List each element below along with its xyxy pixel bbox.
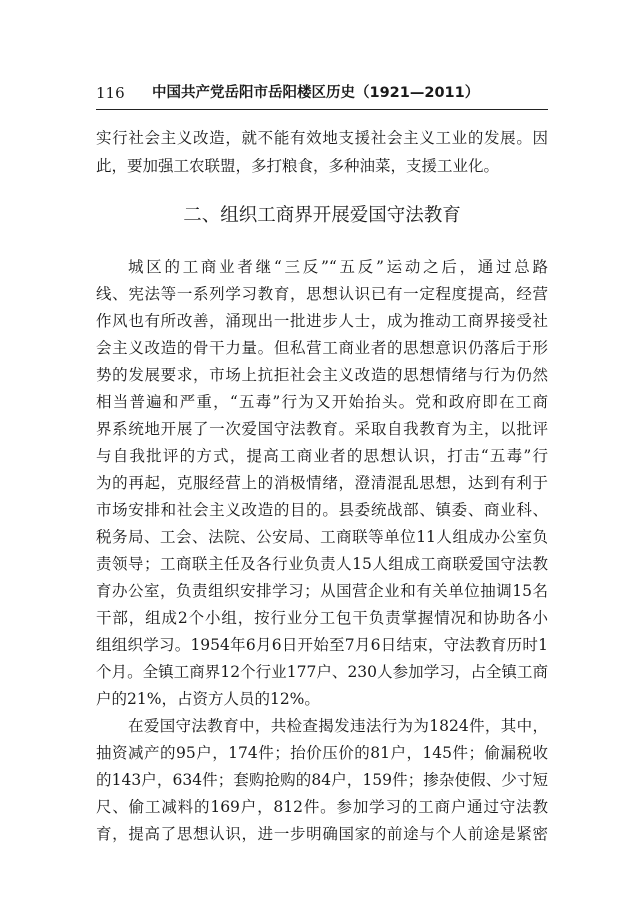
- text-line: 市场安排和社会主义改造的目的。县委统战部、镇委、商业科、: [96, 501, 548, 519]
- page-number: 116: [96, 84, 125, 102]
- text-line: 组组织学习。1954年6月6日开始至7月6日结束，守法教育历时1: [96, 636, 548, 654]
- text-line: 尺、偷工减料的169户，812件。参加学习的工商户通过守法教: [96, 798, 548, 816]
- section-title: 二、组织工商界开展爱国守法教育: [183, 205, 461, 226]
- text-line: 抽资减产的95户，174件；抬价压价的81户，145件；偷漏税收: [96, 744, 548, 762]
- text-line: 此，要加强工农联盟，多打粮食，多种油菜，支援工业化。: [96, 157, 500, 175]
- text-line: 的143户，634件；套购抢购的84户，159件；掺杂使假、少寸短: [96, 771, 548, 789]
- text-line: 育办公室，负责组织安排学习；从国营企业和有关单位抽调15名: [96, 582, 548, 600]
- text-line: 干部，组成2个小组，按行业分工包干负责掌握情况和协助各小: [96, 609, 548, 627]
- text-line: 在爱国守法教育中，共检查揭发违法行为为1824件，其中，: [128, 717, 548, 735]
- text-line: 个月。全镇工商界12个行业177户、230人参加学习，占全镇工商: [96, 663, 548, 681]
- running-header: [96, 83, 548, 103]
- text-line: 育，提高了思想认识，进一步明确国家的前途与个人前途是紧密: [96, 825, 548, 843]
- text-line: 责领导；工商联主任及各行业负责人15人组成工商联爱国守法教: [96, 555, 548, 573]
- text-line: 为的再起，克服经营上的消极情绪，澄清混乱思想，达到有利于: [96, 474, 548, 492]
- text-line: 会主义改造的骨干力量。但私营工商业者的思想意识仍落后于形: [96, 339, 548, 357]
- text-line: 城区的工商业者继“三反”“五反”运动之后，通过总路: [128, 258, 548, 276]
- text-line: 作风也有所改善，涌现出一批进步人士，成为推动工商界接受社: [96, 312, 548, 330]
- text-line: 户的21%，占资方人员的12%。: [96, 690, 320, 708]
- text-line: 相当普遍和严重，“五毒”行为又开始抬头。党和政府即在工商: [96, 393, 548, 411]
- text-line: 线、宪法等一系列学习教育，思想认识已有一定程度提高，经营: [96, 285, 548, 303]
- text-line: 实行社会主义改造，就不能有效地支援社会主义工业的发展。因: [96, 129, 548, 147]
- text-line: 税务局、工会、法院、公安局、工商联等单位11人组成办公室负: [96, 528, 548, 546]
- text-line: 界系统地开展了一次爱国守法教育。采取自我教育为主，以批评: [96, 420, 548, 438]
- book-title: 中国共产党岳阳市岳阳楼区历史（1921—2011）: [152, 85, 480, 101]
- text-line: 势的发展要求，市场上抗拒社会主义改造的思想情绪与行为仍然: [96, 366, 548, 384]
- header-rule: [96, 109, 548, 110]
- text-line: 与自我批评的方式，提高工商业者的思想认识，打击“五毒”行: [96, 447, 548, 465]
